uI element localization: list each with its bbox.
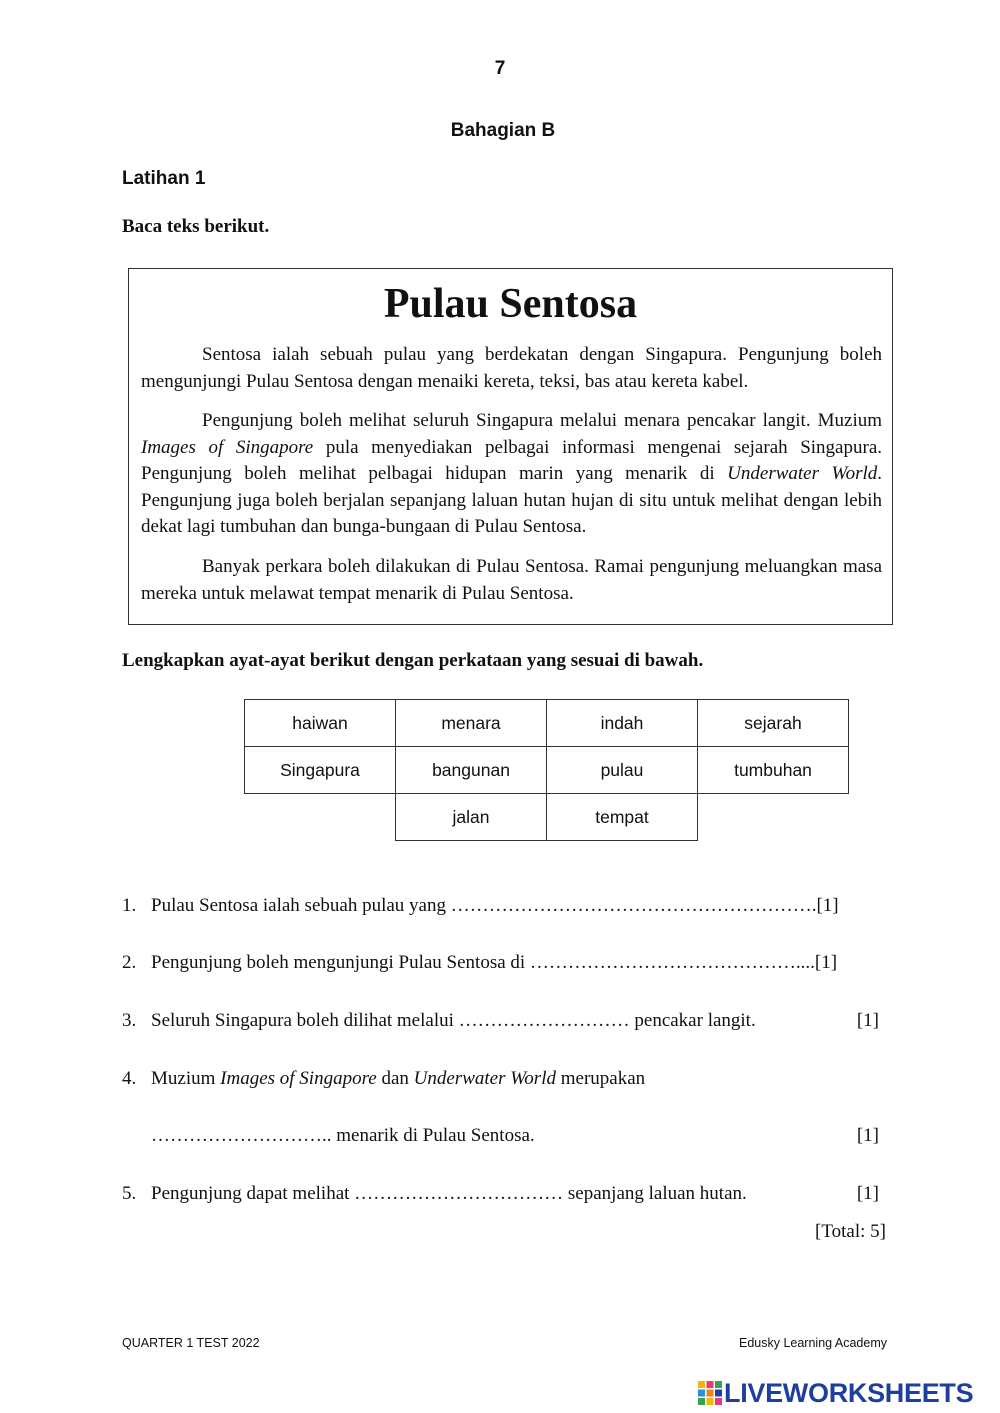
- paragraph-2-italic-underwater: Underwater World: [727, 463, 878, 484]
- passage-paragraph-2: [141, 408, 882, 541]
- word-bank-cell: tumbuhan: [697, 746, 849, 794]
- footer-left: QUARTER 1 TEST 2022: [122, 1336, 260, 1350]
- q4-text-a: Muzium: [151, 1068, 221, 1089]
- question-text[interactable]: Seluruh Singapura boleh dilihat melalui ……………………… pencakar langit.: [151, 1010, 756, 1031]
- passage-paragraph-3: Banyak perkara boleh dilakukan di Pulau Sentosa. Ramai pengunjung meluangkan masa mereka untuk melawat tempat menarik di Pulau Sentosa.: [141, 556, 882, 604]
- word-bank-cell: pulau: [546, 746, 698, 794]
- q4-italic-underwater: Underwater World: [413, 1068, 556, 1089]
- footer-right: Edusky Learning Academy: [738, 1336, 887, 1350]
- question-number: 4.: [122, 1068, 137, 1089]
- liveworksheets-logo[interactable]: [698, 1378, 973, 1408]
- word-bank-cell: sejarah: [697, 699, 849, 747]
- question-number: 5.: [122, 1183, 137, 1204]
- question-number: 1.: [122, 895, 137, 916]
- question-number: 2.: [122, 952, 137, 973]
- q4-text-c: dan: [376, 1068, 414, 1089]
- question-mark: [1]: [856, 1125, 879, 1146]
- paragraph-2-text-a: Pengunjung boleh melihat seluruh Singapura melalui menara pencakar langit. Muzium: [202, 410, 882, 431]
- word-bank-cell: indah: [546, 699, 698, 747]
- question-text[interactable]: Pulau Sentosa ialah sebuah pulau yang ………………………………………………….[1]: [151, 895, 839, 916]
- passage-paragraph-1: Sentosa ialah sebuah pulau yang berdekatan dengan Singapura. Pengunjung boleh mengunjungi Pulau Sentosa dengan menaiki kereta, teksi, bas atau kereta kabel.: [141, 344, 882, 392]
- passage-box: [128, 268, 893, 625]
- question-text: [151, 1068, 645, 1090]
- word-bank-cell: Singapura: [244, 746, 396, 794]
- question-number: 3.: [122, 1010, 137, 1031]
- paragraph-2-text-e: . Pengunjung juga boleh berjalan sepanjang laluan hutan hujan di situ untuk melihat dengan lebih dekat lagi tumbuhan dan bunga-bungaan di Pulau Sentosa.: [141, 463, 882, 537]
- word-bank-cell: haiwan: [244, 699, 396, 747]
- q4-text-e: merupakan: [555, 1068, 646, 1089]
- question-mark: [1]: [856, 1183, 879, 1204]
- paragraph-2-text-c: pula menyediakan pelbagai informasi mengenai sejarah Singapura. Pengunjung boleh melihat pelbagai hidupan marin yang menarik di: [141, 436, 883, 484]
- question-text[interactable]: Pengunjung dapat melihat …………………………… sepanjang laluan hutan.: [151, 1183, 747, 1204]
- word-bank-table: [244, 699, 850, 841]
- liveworksheets-icon: [698, 1381, 722, 1405]
- word-bank-cell: tempat: [546, 793, 698, 841]
- exercise-title: Latihan 1: [122, 168, 206, 189]
- instruction-read: Baca teks berikut.: [122, 216, 270, 237]
- question-text[interactable]: ……………………….. menarik di Pulau Sentosa.: [151, 1125, 535, 1146]
- total-marks: [Total: 5]: [815, 1221, 886, 1242]
- instruction-complete: Lengkapkan ayat-ayat berikut dengan perkataan yang sesuai di bawah.: [122, 650, 704, 671]
- liveworksheets-wordmark: LIVEWORKSHEETS: [724, 1377, 974, 1408]
- paragraph-2-italic-images: Images of Singapore: [141, 436, 314, 458]
- section-title: Bahagian B: [450, 120, 556, 141]
- page-number: 7: [494, 58, 506, 79]
- q4-italic-images: Images of Singapore: [220, 1068, 377, 1089]
- word-bank-cell: menara: [395, 699, 547, 747]
- question-mark: [1]: [856, 1010, 879, 1031]
- word-bank-cell: bangunan: [395, 746, 547, 794]
- passage-title: Pulau Sentosa: [383, 281, 638, 327]
- question-text[interactable]: Pengunjung boleh mengunjungi Pulau Sentosa di ……………………………………....[1]: [151, 952, 838, 973]
- word-bank-cell: jalan: [395, 793, 547, 841]
